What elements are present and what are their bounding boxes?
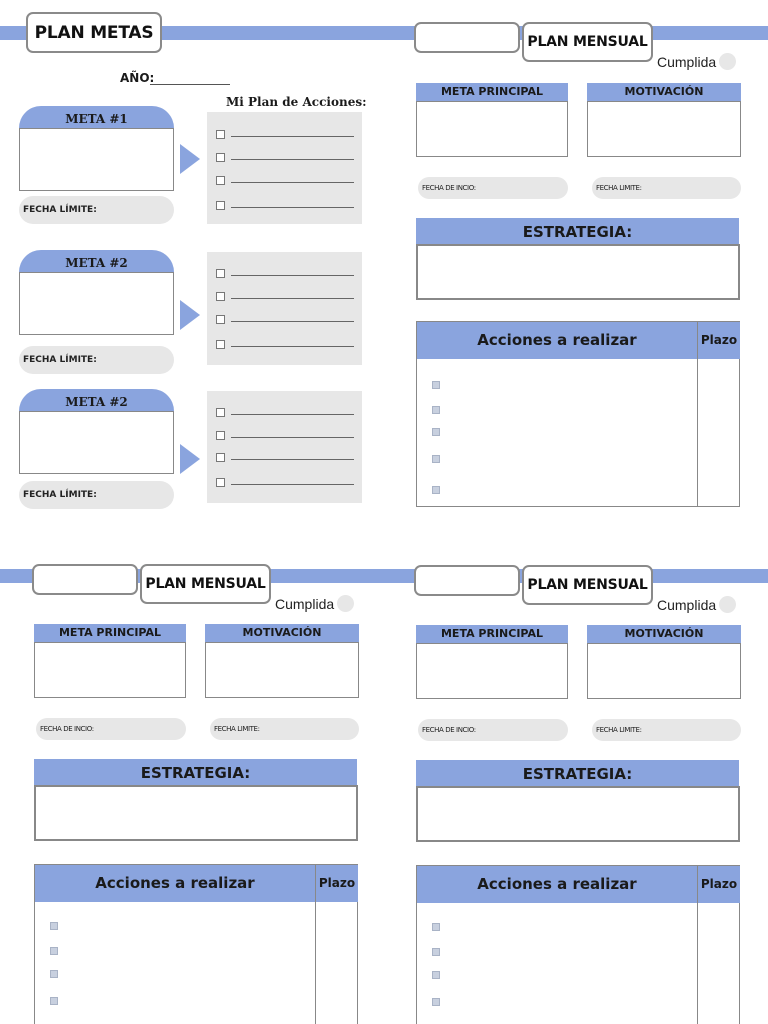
bullet-square[interactable]: [432, 455, 440, 463]
end-date-field[interactable]: FECHA LIMITE:: [210, 718, 359, 740]
bullet-square[interactable]: [432, 923, 440, 931]
checkbox[interactable]: [216, 153, 225, 162]
start-date-field[interactable]: FECHA DE INCIO:: [36, 718, 186, 740]
checkbox[interactable]: [216, 130, 225, 139]
actions-table: [34, 864, 358, 1024]
goal-box[interactable]: [19, 128, 174, 191]
done-indicator[interactable]: [657, 596, 736, 613]
bullet-square[interactable]: [432, 971, 440, 979]
actions-table: [416, 865, 740, 1024]
deadline-column-header: Plazo: [697, 866, 740, 903]
deadline-field[interactable]: FECHA LÍMITE:: [19, 481, 174, 509]
strategy-header: ESTRATEGIA:: [416, 760, 739, 788]
main-goal-box[interactable]: [416, 101, 568, 157]
bullet-square[interactable]: [432, 428, 440, 436]
main-goal-box[interactable]: [416, 643, 568, 699]
motivation-header: MOTIVACIÓN: [587, 83, 741, 101]
main-goal-header: META PRINCIPAL: [416, 625, 568, 643]
main-goal-box[interactable]: [34, 642, 186, 698]
motivation-box[interactable]: [205, 642, 359, 698]
bullet-square[interactable]: [50, 947, 58, 955]
end-date-field[interactable]: FECHA LIMITE:: [592, 719, 741, 741]
strategy-header: ESTRATEGIA:: [416, 218, 739, 246]
checkbox[interactable]: [216, 269, 225, 278]
bullet-square[interactable]: [432, 998, 440, 1006]
bullet-square[interactable]: [50, 970, 58, 978]
strategy-box[interactable]: [416, 786, 740, 842]
year-field[interactable]: [150, 84, 230, 85]
action-checklist: [207, 252, 362, 365]
year-label: AÑO:: [120, 71, 155, 85]
bullet-square[interactable]: [50, 922, 58, 930]
bullet-square[interactable]: [432, 486, 440, 494]
month-field[interactable]: [414, 565, 520, 596]
goal-tab: META #1: [19, 106, 174, 128]
actions-heading: Mi Plan de Acciones:: [226, 95, 367, 109]
strategy-box[interactable]: [416, 244, 740, 300]
done-toggle[interactable]: [719, 596, 736, 613]
checkbox[interactable]: [216, 315, 225, 324]
bullet-square[interactable]: [432, 406, 440, 414]
goal-box[interactable]: [19, 272, 174, 335]
end-date-field[interactable]: FECHA LIMITE:: [592, 177, 741, 199]
checkbox[interactable]: [216, 201, 225, 210]
main-goal-header: META PRINCIPAL: [416, 83, 568, 101]
bullet-square[interactable]: [432, 381, 440, 389]
done-indicator[interactable]: [657, 53, 736, 70]
monthly-title: PLAN MENSUAL: [522, 565, 653, 605]
bullet-square[interactable]: [50, 997, 58, 1005]
motivation-box[interactable]: [587, 643, 741, 699]
page-title: PLAN METAS: [26, 12, 162, 53]
done-label: Cumplida: [657, 596, 717, 613]
goal-tab: META #2: [19, 389, 174, 411]
checkbox[interactable]: [216, 176, 225, 185]
motivation-header: MOTIVACIÓN: [587, 625, 741, 643]
deadline-column[interactable]: [697, 903, 698, 1024]
checkbox[interactable]: [216, 340, 225, 349]
strategy-header: ESTRATEGIA:: [34, 759, 357, 787]
actions-table: [416, 321, 740, 507]
arrow-icon: [180, 300, 200, 330]
deadline-field[interactable]: FECHA LÍMITE:: [19, 196, 174, 224]
checkbox[interactable]: [216, 453, 225, 462]
goal-tab: META #2: [19, 250, 174, 272]
done-label: Cumplida: [275, 595, 335, 612]
monthly-title: PLAN MENSUAL: [522, 22, 653, 62]
start-date-field[interactable]: FECHA DE INCIO:: [418, 719, 568, 741]
strategy-box[interactable]: [34, 785, 358, 841]
actions-header: Acciones a realizar: [417, 866, 697, 903]
motivation-header: MOTIVACIÓN: [205, 624, 359, 642]
checkbox[interactable]: [216, 431, 225, 440]
action-checklist: [207, 112, 362, 224]
done-indicator[interactable]: [275, 595, 354, 612]
done-label: Cumplida: [657, 53, 717, 70]
actions-header: Acciones a realizar: [417, 322, 697, 359]
bullet-square[interactable]: [432, 948, 440, 956]
checkbox[interactable]: [216, 408, 225, 417]
done-toggle[interactable]: [719, 53, 736, 70]
deadline-column-header: Plazo: [697, 322, 740, 359]
start-date-field[interactable]: FECHA DE INCIO:: [418, 177, 568, 199]
checkbox[interactable]: [216, 478, 225, 487]
arrow-icon: [180, 144, 200, 174]
checkbox[interactable]: [216, 292, 225, 301]
monthly-title: PLAN MENSUAL: [140, 564, 271, 604]
goal-box[interactable]: [19, 411, 174, 474]
done-toggle[interactable]: [337, 595, 354, 612]
deadline-field[interactable]: FECHA LÍMITE:: [19, 346, 174, 374]
deadline-column[interactable]: [315, 902, 316, 1024]
deadline-column[interactable]: [697, 359, 698, 506]
actions-header: Acciones a realizar: [35, 865, 315, 902]
action-checklist: [207, 391, 362, 503]
deadline-column-header: Plazo: [315, 865, 358, 902]
arrow-icon: [180, 444, 200, 474]
main-goal-header: META PRINCIPAL: [34, 624, 186, 642]
month-field[interactable]: [414, 22, 520, 53]
motivation-box[interactable]: [587, 101, 741, 157]
month-field[interactable]: [32, 564, 138, 595]
